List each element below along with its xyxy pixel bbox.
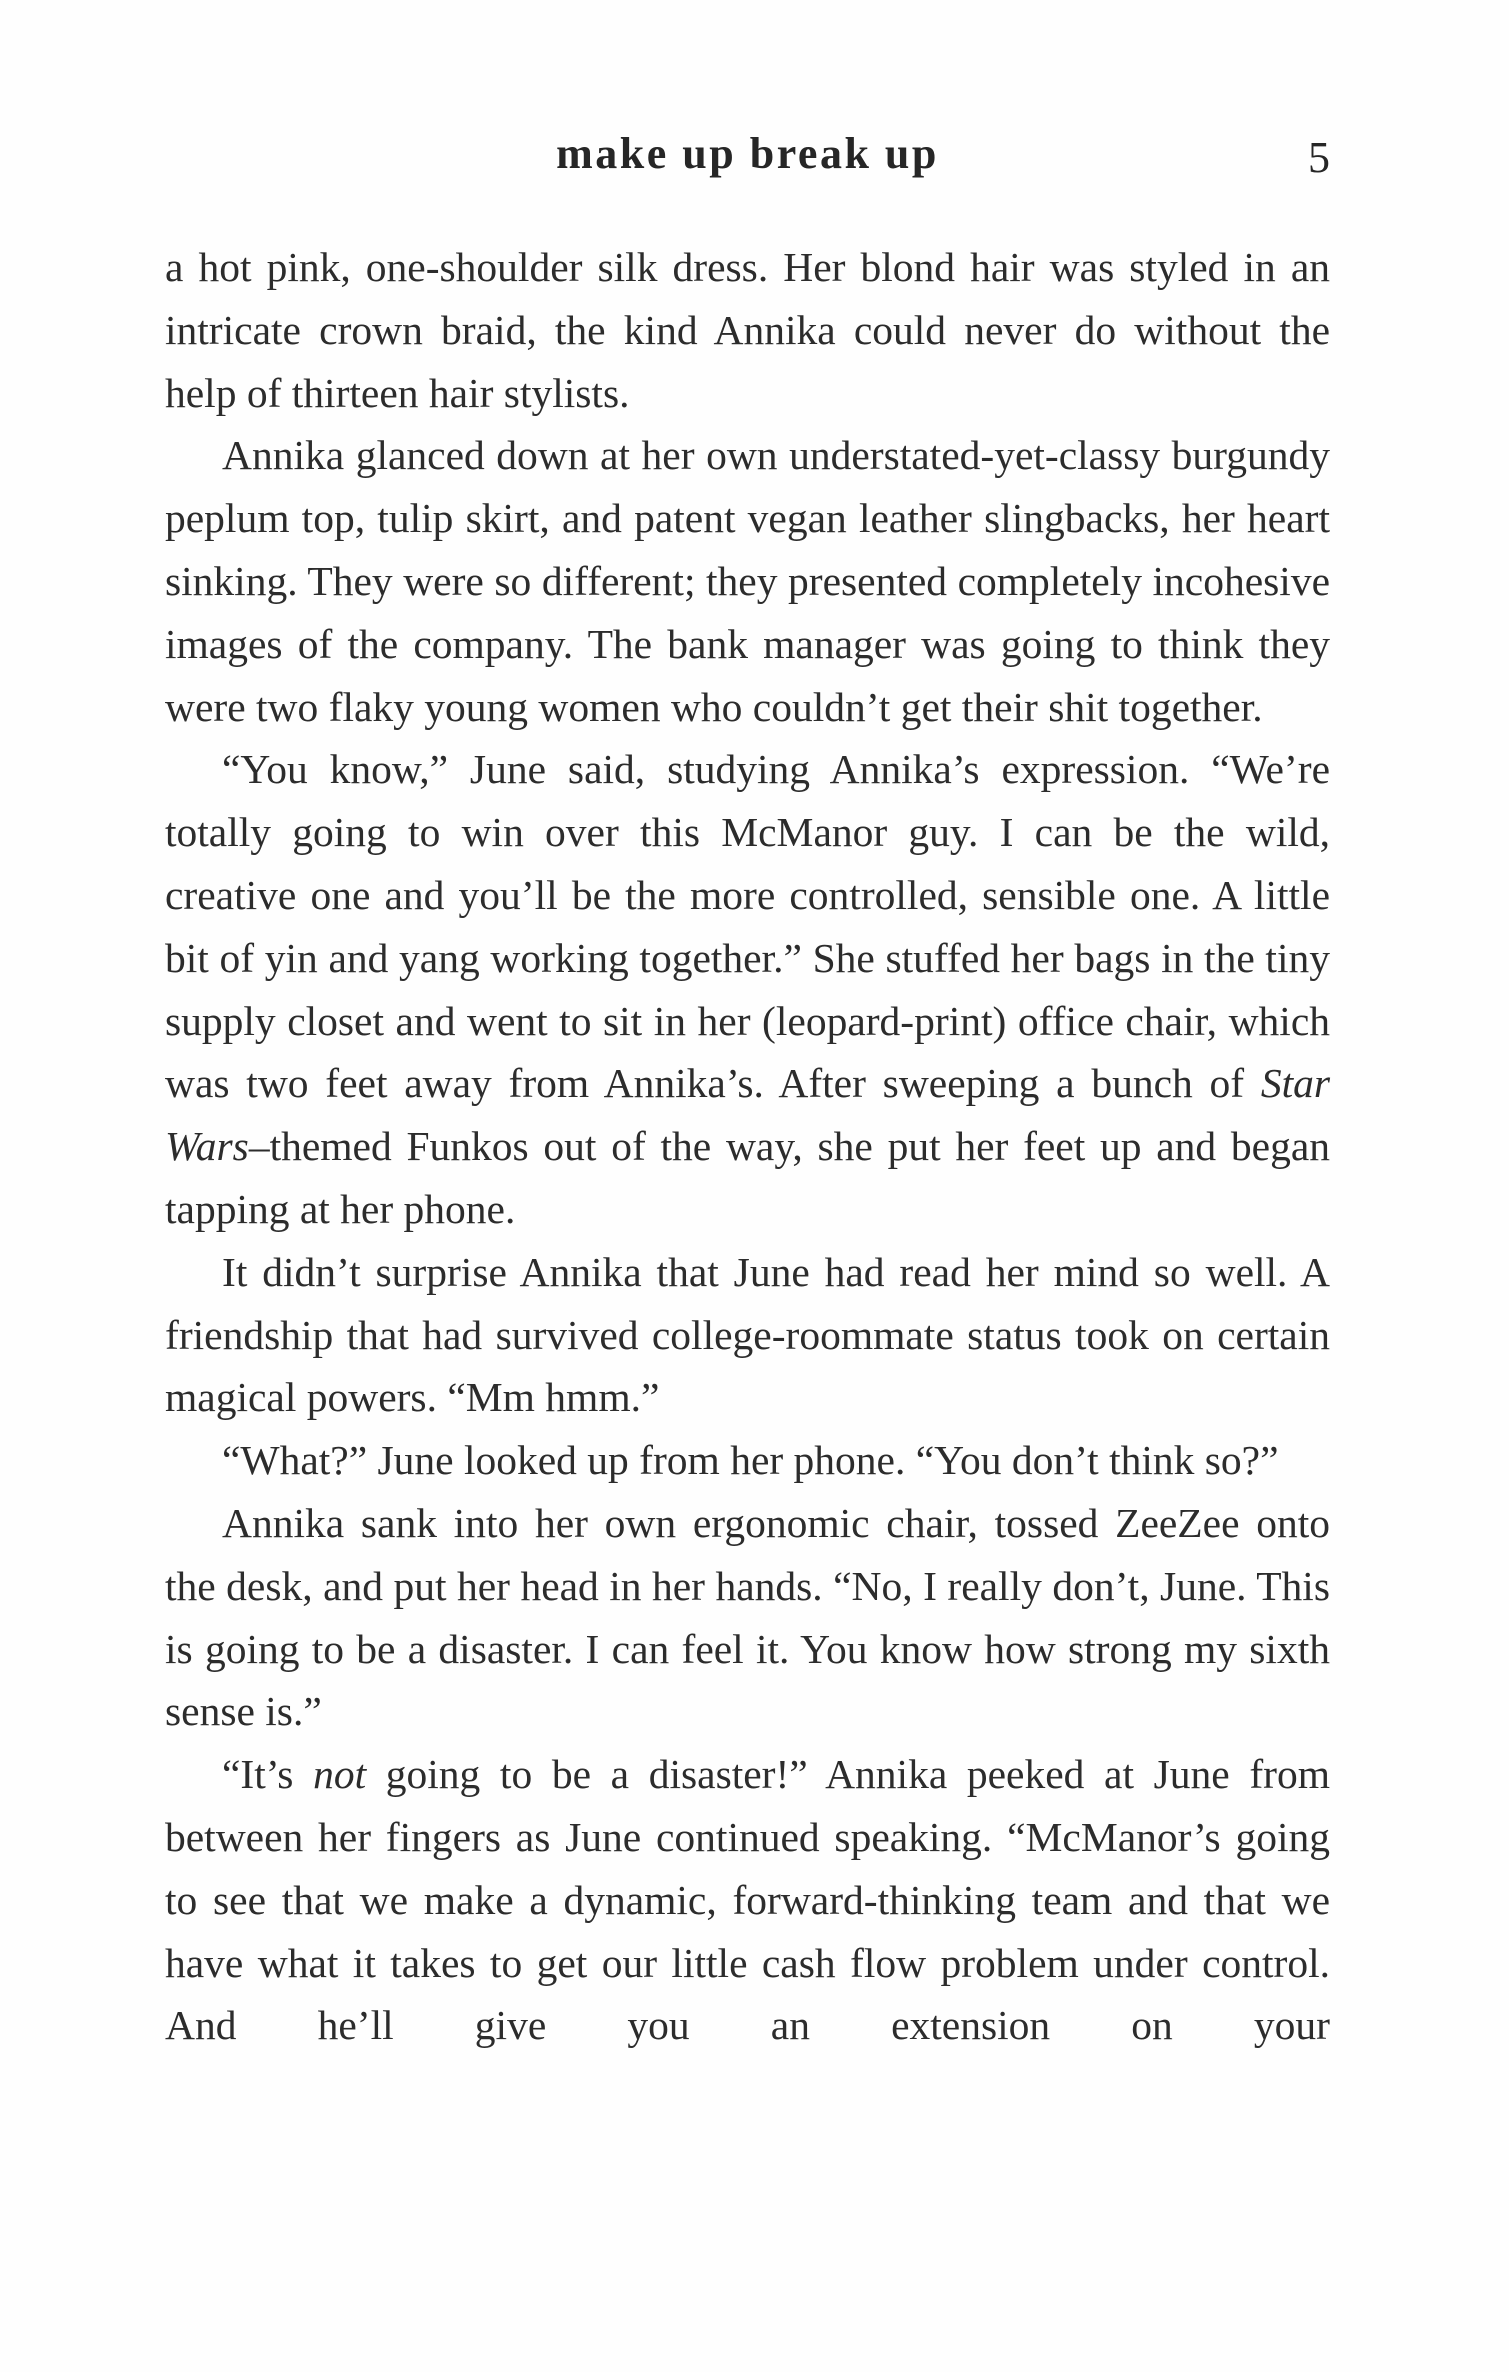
text-run: “You know,” June said, studying Annika’s expression. “We’re totally going to win over this McManor guy. I can be the wild, creative one and you’ll be the more controlled, sensible one. A little bit of yin and yang working together.” She stuffed her bags in the tiny supply closet and went to sit in her (leopard-print) office chair, which was two feet away from Annika’s. After sweeping a bunch of: [165, 746, 1330, 1107]
paragraph: [165, 424, 1330, 738]
italic-text: Star Wars: [165, 1060, 1330, 1170]
paragraph: [165, 1241, 1330, 1429]
text-run: It didn’t surprise Annika that June had read her mind so well. A friendship that had survived college-roommate status took on certain magical powers. “Mm hmm.”: [165, 1248, 1330, 1421]
text-run: going to be a disaster!” Annika peeked at June from between her fingers as June continued speaking. “McManor’s going to see that we make a dynamic, forward-thinking team and that we have what it takes to get our little cash flow problem under control. And he’ll give you an extension on your: [165, 1751, 1330, 2049]
text-run: “It’s: [222, 1751, 314, 1798]
paragraph: [165, 738, 1330, 1240]
paragraph: [165, 1429, 1330, 1492]
paragraph: [165, 236, 1330, 424]
running-head: [165, 128, 1330, 198]
paragraph: [165, 1743, 1330, 2057]
page-number: 5: [1308, 133, 1330, 182]
italic-text: not: [313, 1751, 367, 1798]
running-title: make up break up: [556, 129, 939, 178]
text-run: –themed Funkos out of the way, she put her feet up and began tapping at her phone.: [165, 1123, 1330, 1232]
text-run: “What?” June looked up from her phone. “You don’t think so?”: [222, 1437, 1279, 1484]
body-text: [165, 236, 1330, 2057]
text-run: Annika sank into her own ergonomic chair, tossed ZeeZee onto the desk, and put her head in her hands. “No, I really don’t, June. This is going to be a disaster. I can feel it. You know how strong my sixth sense is.”: [165, 1499, 1330, 1735]
paragraph: [165, 1492, 1330, 1743]
text-run: Annika glanced down at her own understated-yet-classy burgundy peplum top, tulip skirt, and patent vegan leather slingbacks, her heart sinking. They were so different; they presented completely incohesive images of the company. The bank manager was going to think they were two flaky young women who couldn’t get their shit together.: [165, 432, 1330, 730]
text-run: a hot pink, one-shoulder silk dress. Her blond hair was styled in an intricate crown braid, the kind Annika could never do without the help of thirteen hair stylists.: [165, 244, 1330, 416]
